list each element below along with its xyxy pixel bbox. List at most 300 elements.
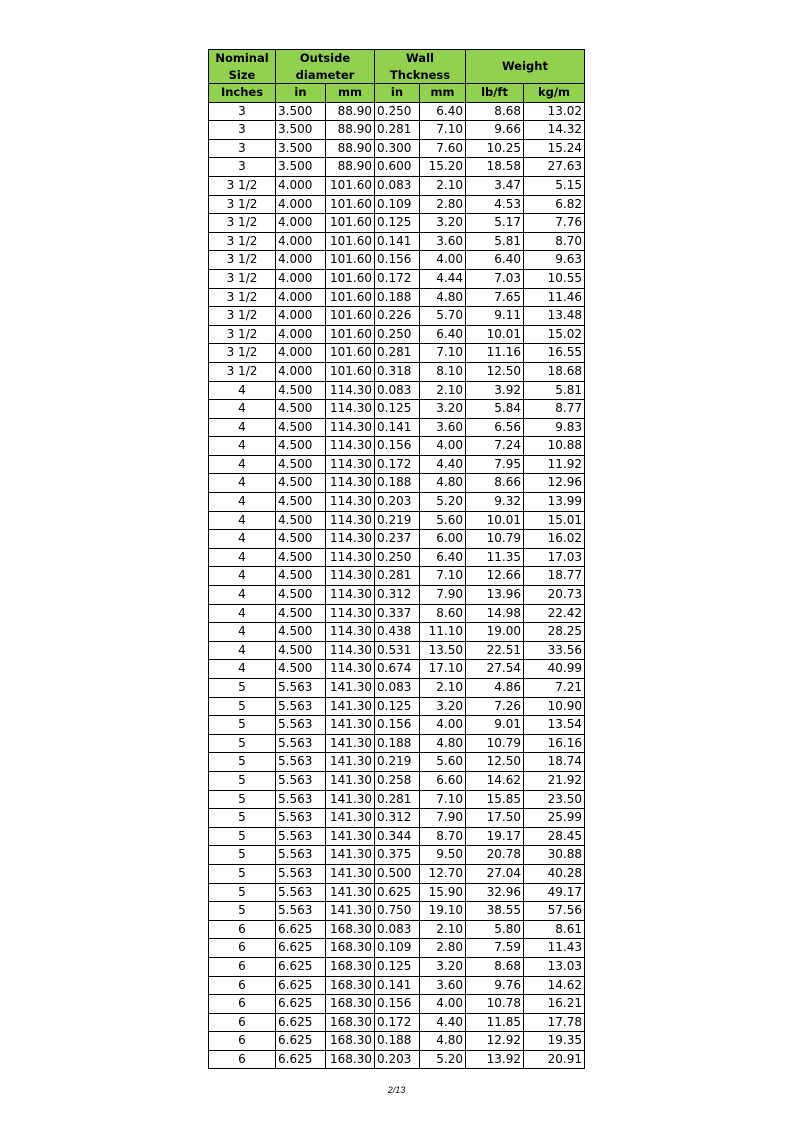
table-row xyxy=(209,976,585,995)
wall-in-cell: 0.250 xyxy=(375,325,420,344)
od-in-cell: 5.563 xyxy=(276,697,326,716)
od-mm-cell: 101.60 xyxy=(326,251,375,270)
table-row xyxy=(209,790,585,809)
weight-lbft-cell: 9.32 xyxy=(466,493,524,512)
weight-kgm-cell: 13.02 xyxy=(524,102,585,121)
weight-kgm-cell: 16.16 xyxy=(524,734,585,753)
od-mm-cell: 101.60 xyxy=(326,232,375,251)
od-mm-cell: 168.30 xyxy=(326,957,375,976)
nominal-size-cell: 4 xyxy=(209,437,276,456)
weight-kgm-cell: 8.61 xyxy=(524,920,585,939)
header-outside-diameter xyxy=(276,50,375,84)
weight-lbft-cell: 12.50 xyxy=(466,362,524,381)
wall-in-cell: 0.172 xyxy=(375,1013,420,1032)
od-in-cell: 3.500 xyxy=(276,121,326,140)
wall-mm-cell: 2.10 xyxy=(420,920,466,939)
od-mm-cell: 114.30 xyxy=(326,455,375,474)
table-row xyxy=(209,1032,585,1051)
weight-kgm-cell: 33.56 xyxy=(524,641,585,660)
weight-lbft-cell: 19.17 xyxy=(466,827,524,846)
od-in-cell: 4.000 xyxy=(276,362,326,381)
wall-mm-cell: 15.90 xyxy=(420,883,466,902)
weight-lbft-cell: 14.62 xyxy=(466,771,524,790)
od-mm-cell: 168.30 xyxy=(326,1013,375,1032)
weight-kgm-cell: 15.01 xyxy=(524,511,585,530)
wall-in-cell: 0.125 xyxy=(375,400,420,419)
od-mm-cell: 168.30 xyxy=(326,1032,375,1051)
weight-lbft-cell: 11.16 xyxy=(466,344,524,363)
header-row-titles xyxy=(209,50,585,84)
table-row xyxy=(209,957,585,976)
weight-lbft-cell: 10.79 xyxy=(466,734,524,753)
od-mm-cell: 168.30 xyxy=(326,995,375,1014)
nominal-size-cell: 3 1/2 xyxy=(209,232,276,251)
wall-in-cell: 0.141 xyxy=(375,418,420,437)
od-in-cell: 4.500 xyxy=(276,511,326,530)
wall-mm-cell: 5.60 xyxy=(420,511,466,530)
weight-kgm-cell: 20.73 xyxy=(524,586,585,605)
weight-lbft-cell: 10.25 xyxy=(466,139,524,158)
od-mm-cell: 114.30 xyxy=(326,511,375,530)
od-mm-cell: 114.30 xyxy=(326,567,375,586)
table-row xyxy=(209,139,585,158)
nominal-size-cell: 3 1/2 xyxy=(209,195,276,214)
wall-in-cell: 0.674 xyxy=(375,660,420,679)
wall-in-cell: 0.281 xyxy=(375,344,420,363)
wall-in-cell: 0.344 xyxy=(375,827,420,846)
weight-kgm-cell: 11.92 xyxy=(524,455,585,474)
od-mm-cell: 114.30 xyxy=(326,548,375,567)
weight-kgm-cell: 5.81 xyxy=(524,381,585,400)
table-row xyxy=(209,864,585,883)
od-mm-cell: 141.30 xyxy=(326,883,375,902)
od-mm-cell: 101.60 xyxy=(326,344,375,363)
weight-kgm-cell: 13.48 xyxy=(524,307,585,326)
nominal-size-cell: 6 xyxy=(209,1032,276,1051)
weight-lbft-cell: 27.54 xyxy=(466,660,524,679)
table-row xyxy=(209,158,585,177)
nominal-size-cell: 4 xyxy=(209,604,276,623)
unit-lb-ft: lb/ft xyxy=(466,84,524,103)
table-row xyxy=(209,697,585,716)
table-row xyxy=(209,269,585,288)
od-mm-cell: 114.30 xyxy=(326,586,375,605)
weight-lbft-cell: 9.76 xyxy=(466,976,524,995)
table-row xyxy=(209,771,585,790)
nominal-size-cell: 3 1/2 xyxy=(209,362,276,381)
od-mm-cell: 168.30 xyxy=(326,1050,375,1069)
wall-in-cell: 0.083 xyxy=(375,381,420,400)
od-mm-cell: 114.30 xyxy=(326,660,375,679)
wall-mm-cell: 4.00 xyxy=(420,251,466,270)
od-in-cell: 6.625 xyxy=(276,1032,326,1051)
od-in-cell: 4.000 xyxy=(276,307,326,326)
wall-mm-cell: 11.10 xyxy=(420,623,466,642)
table-row xyxy=(209,232,585,251)
weight-lbft-cell: 10.01 xyxy=(466,325,524,344)
od-mm-cell: 88.90 xyxy=(326,102,375,121)
table-row xyxy=(209,455,585,474)
nominal-size-cell: 5 xyxy=(209,883,276,902)
od-mm-cell: 101.60 xyxy=(326,325,375,344)
unit-od-in: in xyxy=(276,84,326,103)
wall-in-cell: 0.156 xyxy=(375,251,420,270)
weight-kgm-cell: 6.82 xyxy=(524,195,585,214)
table-row xyxy=(209,400,585,419)
od-mm-cell: 168.30 xyxy=(326,939,375,958)
table-row xyxy=(209,381,585,400)
wall-mm-cell: 3.60 xyxy=(420,976,466,995)
wall-mm-cell: 7.10 xyxy=(420,790,466,809)
table-row xyxy=(209,493,585,512)
table-row xyxy=(209,902,585,921)
nominal-size-cell: 4 xyxy=(209,530,276,549)
wall-in-cell: 0.750 xyxy=(375,902,420,921)
wall-in-cell: 0.125 xyxy=(375,697,420,716)
od-mm-cell: 141.30 xyxy=(326,809,375,828)
od-mm-cell: 101.60 xyxy=(326,288,375,307)
nominal-size-cell: 5 xyxy=(209,771,276,790)
wall-in-cell: 0.141 xyxy=(375,976,420,995)
wall-mm-cell: 3.60 xyxy=(420,418,466,437)
weight-lbft-cell: 3.47 xyxy=(466,176,524,195)
od-in-cell: 4.500 xyxy=(276,548,326,567)
nominal-size-cell: 6 xyxy=(209,957,276,976)
wall-mm-cell: 4.80 xyxy=(420,734,466,753)
weight-kgm-cell: 7.21 xyxy=(524,679,585,698)
od-mm-cell: 141.30 xyxy=(326,679,375,698)
wall-in-cell: 0.125 xyxy=(375,214,420,233)
table-row xyxy=(209,195,585,214)
nominal-size-cell: 4 xyxy=(209,511,276,530)
nominal-size-cell: 3 1/2 xyxy=(209,176,276,195)
table-row xyxy=(209,251,585,270)
od-in-cell: 3.500 xyxy=(276,102,326,121)
wall-mm-cell: 5.20 xyxy=(420,1050,466,1069)
wall-mm-cell: 8.70 xyxy=(420,827,466,846)
weight-kgm-cell: 16.55 xyxy=(524,344,585,363)
weight-lbft-cell: 38.55 xyxy=(466,902,524,921)
wall-in-cell: 0.172 xyxy=(375,455,420,474)
weight-kgm-cell: 9.83 xyxy=(524,418,585,437)
wall-in-cell: 0.125 xyxy=(375,957,420,976)
table-row xyxy=(209,846,585,865)
wall-mm-cell: 7.90 xyxy=(420,586,466,605)
nominal-size-cell: 6 xyxy=(209,1013,276,1032)
od-in-cell: 4.500 xyxy=(276,567,326,586)
wall-mm-cell: 9.50 xyxy=(420,846,466,865)
weight-kgm-cell: 13.54 xyxy=(524,716,585,735)
unit-od-mm: mm xyxy=(326,84,375,103)
weight-kgm-cell: 10.55 xyxy=(524,269,585,288)
weight-kgm-cell: 40.28 xyxy=(524,864,585,883)
nominal-size-cell: 4 xyxy=(209,567,276,586)
nominal-size-cell: 6 xyxy=(209,920,276,939)
weight-lbft-cell: 17.50 xyxy=(466,809,524,828)
weight-lbft-cell: 27.04 xyxy=(466,864,524,883)
weight-kgm-cell: 7.76 xyxy=(524,214,585,233)
wall-mm-cell: 2.80 xyxy=(420,195,466,214)
wall-mm-cell: 4.00 xyxy=(420,716,466,735)
weight-kgm-cell: 14.62 xyxy=(524,976,585,995)
weight-lbft-cell: 7.26 xyxy=(466,697,524,716)
wall-mm-cell: 7.10 xyxy=(420,344,466,363)
od-in-cell: 3.500 xyxy=(276,139,326,158)
wall-mm-cell: 19.10 xyxy=(420,902,466,921)
wall-in-cell: 0.156 xyxy=(375,437,420,456)
od-in-cell: 4.500 xyxy=(276,400,326,419)
table-row xyxy=(209,734,585,753)
nominal-size-cell: 6 xyxy=(209,995,276,1014)
wall-in-cell: 0.281 xyxy=(375,567,420,586)
weight-lbft-cell: 12.50 xyxy=(466,753,524,772)
weight-lbft-cell: 9.01 xyxy=(466,716,524,735)
table-row xyxy=(209,883,585,902)
weight-kgm-cell: 10.90 xyxy=(524,697,585,716)
header-diameter-label: diameter xyxy=(295,67,355,82)
table-row xyxy=(209,939,585,958)
header-nominal-size xyxy=(209,50,276,84)
weight-lbft-cell: 12.66 xyxy=(466,567,524,586)
weight-kgm-cell: 28.45 xyxy=(524,827,585,846)
weight-kgm-cell: 13.99 xyxy=(524,493,585,512)
table-row xyxy=(209,474,585,493)
weight-kgm-cell: 18.74 xyxy=(524,753,585,772)
wall-in-cell: 0.500 xyxy=(375,864,420,883)
nominal-size-cell: 3 1/2 xyxy=(209,269,276,288)
nominal-size-cell: 4 xyxy=(209,660,276,679)
weight-lbft-cell: 8.68 xyxy=(466,957,524,976)
header-outside-label: Outside xyxy=(299,51,351,65)
od-in-cell: 5.563 xyxy=(276,864,326,883)
od-in-cell: 5.563 xyxy=(276,771,326,790)
od-mm-cell: 114.30 xyxy=(326,381,375,400)
nominal-size-cell: 3 1/2 xyxy=(209,214,276,233)
weight-lbft-cell: 9.11 xyxy=(466,307,524,326)
nominal-size-cell: 3 1/2 xyxy=(209,307,276,326)
table-row xyxy=(209,102,585,121)
od-mm-cell: 114.30 xyxy=(326,641,375,660)
wall-in-cell: 0.250 xyxy=(375,102,420,121)
od-mm-cell: 114.30 xyxy=(326,623,375,642)
od-mm-cell: 114.30 xyxy=(326,530,375,549)
od-in-cell: 5.563 xyxy=(276,790,326,809)
od-mm-cell: 101.60 xyxy=(326,176,375,195)
od-in-cell: 4.000 xyxy=(276,214,326,233)
wall-in-cell: 0.250 xyxy=(375,548,420,567)
weight-lbft-cell: 8.68 xyxy=(466,102,524,121)
od-in-cell: 4.500 xyxy=(276,586,326,605)
wall-mm-cell: 6.40 xyxy=(420,102,466,121)
wall-mm-cell: 3.20 xyxy=(420,697,466,716)
header-wall-label: Wall xyxy=(406,51,434,65)
od-in-cell: 5.563 xyxy=(276,902,326,921)
od-mm-cell: 114.30 xyxy=(326,437,375,456)
od-in-cell: 4.000 xyxy=(276,325,326,344)
weight-lbft-cell: 4.53 xyxy=(466,195,524,214)
wall-in-cell: 0.438 xyxy=(375,623,420,642)
od-in-cell: 4.500 xyxy=(276,474,326,493)
wall-mm-cell: 4.80 xyxy=(420,288,466,307)
wall-in-cell: 0.156 xyxy=(375,995,420,1014)
weight-kgm-cell: 8.77 xyxy=(524,400,585,419)
weight-lbft-cell: 6.40 xyxy=(466,251,524,270)
wall-in-cell: 0.281 xyxy=(375,790,420,809)
nominal-size-cell: 4 xyxy=(209,586,276,605)
weight-kgm-cell: 8.70 xyxy=(524,232,585,251)
wall-in-cell: 0.531 xyxy=(375,641,420,660)
weight-lbft-cell: 5.81 xyxy=(466,232,524,251)
page-number: 2/13 xyxy=(387,1085,406,1095)
od-in-cell: 6.625 xyxy=(276,920,326,939)
table-row xyxy=(209,511,585,530)
wall-mm-cell: 8.60 xyxy=(420,604,466,623)
wall-mm-cell: 6.00 xyxy=(420,530,466,549)
od-in-cell: 6.625 xyxy=(276,1050,326,1069)
weight-lbft-cell: 7.65 xyxy=(466,288,524,307)
weight-kgm-cell: 23.50 xyxy=(524,790,585,809)
table-row xyxy=(209,660,585,679)
od-mm-cell: 141.30 xyxy=(326,846,375,865)
weight-lbft-cell: 19.00 xyxy=(466,623,524,642)
table-row xyxy=(209,827,585,846)
od-in-cell: 6.625 xyxy=(276,957,326,976)
od-in-cell: 4.000 xyxy=(276,269,326,288)
wall-in-cell: 0.109 xyxy=(375,195,420,214)
od-in-cell: 5.563 xyxy=(276,679,326,698)
weight-kgm-cell: 17.03 xyxy=(524,548,585,567)
nominal-size-cell: 5 xyxy=(209,827,276,846)
table-row xyxy=(209,753,585,772)
weight-lbft-cell: 5.17 xyxy=(466,214,524,233)
wall-mm-cell: 3.20 xyxy=(420,957,466,976)
weight-kgm-cell: 19.35 xyxy=(524,1032,585,1051)
weight-lbft-cell: 18.58 xyxy=(466,158,524,177)
wall-mm-cell: 4.40 xyxy=(420,455,466,474)
wall-mm-cell: 7.10 xyxy=(420,121,466,140)
wall-in-cell: 0.188 xyxy=(375,734,420,753)
od-in-cell: 4.500 xyxy=(276,455,326,474)
wall-in-cell: 0.625 xyxy=(375,883,420,902)
wall-in-cell: 0.141 xyxy=(375,232,420,251)
weight-kgm-cell: 15.24 xyxy=(524,139,585,158)
wall-in-cell: 0.237 xyxy=(375,530,420,549)
table-row xyxy=(209,604,585,623)
wall-in-cell: 0.156 xyxy=(375,716,420,735)
od-in-cell: 4.500 xyxy=(276,641,326,660)
od-mm-cell: 114.30 xyxy=(326,418,375,437)
header-nominal-label: Nominal xyxy=(215,51,269,65)
table-row xyxy=(209,530,585,549)
od-in-cell: 4.500 xyxy=(276,660,326,679)
od-mm-cell: 101.60 xyxy=(326,214,375,233)
wall-mm-cell: 17.10 xyxy=(420,660,466,679)
od-mm-cell: 101.60 xyxy=(326,307,375,326)
weight-lbft-cell: 12.92 xyxy=(466,1032,524,1051)
od-mm-cell: 141.30 xyxy=(326,902,375,921)
table-row xyxy=(209,995,585,1014)
table-row xyxy=(209,307,585,326)
nominal-size-cell: 4 xyxy=(209,418,276,437)
table-row xyxy=(209,586,585,605)
wall-mm-cell: 2.10 xyxy=(420,679,466,698)
od-in-cell: 6.625 xyxy=(276,976,326,995)
od-in-cell: 4.000 xyxy=(276,344,326,363)
weight-lbft-cell: 22.51 xyxy=(466,641,524,660)
wall-mm-cell: 5.20 xyxy=(420,493,466,512)
od-mm-cell: 101.60 xyxy=(326,269,375,288)
od-mm-cell: 141.30 xyxy=(326,734,375,753)
table-row xyxy=(209,437,585,456)
nominal-size-cell: 4 xyxy=(209,455,276,474)
weight-kgm-cell: 40.99 xyxy=(524,660,585,679)
wall-in-cell: 0.188 xyxy=(375,288,420,307)
weight-lbft-cell: 10.78 xyxy=(466,995,524,1014)
weight-lbft-cell: 13.92 xyxy=(466,1050,524,1069)
table-row xyxy=(209,176,585,195)
wall-in-cell: 0.226 xyxy=(375,307,420,326)
weight-kgm-cell: 16.02 xyxy=(524,530,585,549)
nominal-size-cell: 5 xyxy=(209,679,276,698)
nominal-size-cell: 3 xyxy=(209,139,276,158)
wall-in-cell: 0.083 xyxy=(375,920,420,939)
weight-lbft-cell: 10.79 xyxy=(466,530,524,549)
weight-kgm-cell: 13.03 xyxy=(524,957,585,976)
od-mm-cell: 101.60 xyxy=(326,362,375,381)
weight-kgm-cell: 22.42 xyxy=(524,604,585,623)
wall-in-cell: 0.203 xyxy=(375,1050,420,1069)
od-in-cell: 5.563 xyxy=(276,846,326,865)
weight-kgm-cell: 28.25 xyxy=(524,623,585,642)
od-in-cell: 5.563 xyxy=(276,827,326,846)
weight-kgm-cell: 11.46 xyxy=(524,288,585,307)
wall-mm-cell: 3.60 xyxy=(420,232,466,251)
weight-lbft-cell: 20.78 xyxy=(466,846,524,865)
weight-lbft-cell: 3.92 xyxy=(466,381,524,400)
header-row-units xyxy=(209,84,585,103)
wall-in-cell: 0.172 xyxy=(375,269,420,288)
weight-kgm-cell: 14.32 xyxy=(524,121,585,140)
wall-mm-cell: 5.70 xyxy=(420,307,466,326)
wall-mm-cell: 7.90 xyxy=(420,809,466,828)
wall-in-cell: 0.281 xyxy=(375,121,420,140)
wall-mm-cell: 12.70 xyxy=(420,864,466,883)
wall-mm-cell: 4.80 xyxy=(420,1032,466,1051)
wall-in-cell: 0.188 xyxy=(375,1032,420,1051)
od-in-cell: 4.000 xyxy=(276,232,326,251)
weight-lbft-cell: 11.85 xyxy=(466,1013,524,1032)
od-mm-cell: 141.30 xyxy=(326,771,375,790)
nominal-size-cell: 4 xyxy=(209,400,276,419)
weight-lbft-cell: 7.24 xyxy=(466,437,524,456)
weight-lbft-cell: 8.66 xyxy=(466,474,524,493)
wall-in-cell: 0.600 xyxy=(375,158,420,177)
header-wall-thickness xyxy=(375,50,466,84)
nominal-size-cell: 5 xyxy=(209,697,276,716)
nominal-size-cell: 4 xyxy=(209,493,276,512)
table-row xyxy=(209,548,585,567)
nominal-size-cell: 4 xyxy=(209,623,276,642)
wall-mm-cell: 6.40 xyxy=(420,548,466,567)
wall-mm-cell: 2.80 xyxy=(420,939,466,958)
od-mm-cell: 88.90 xyxy=(326,121,375,140)
nominal-size-cell: 6 xyxy=(209,976,276,995)
nominal-size-cell: 5 xyxy=(209,734,276,753)
weight-lbft-cell: 7.59 xyxy=(466,939,524,958)
od-in-cell: 4.000 xyxy=(276,251,326,270)
od-mm-cell: 141.30 xyxy=(326,716,375,735)
weight-lbft-cell: 5.84 xyxy=(466,400,524,419)
